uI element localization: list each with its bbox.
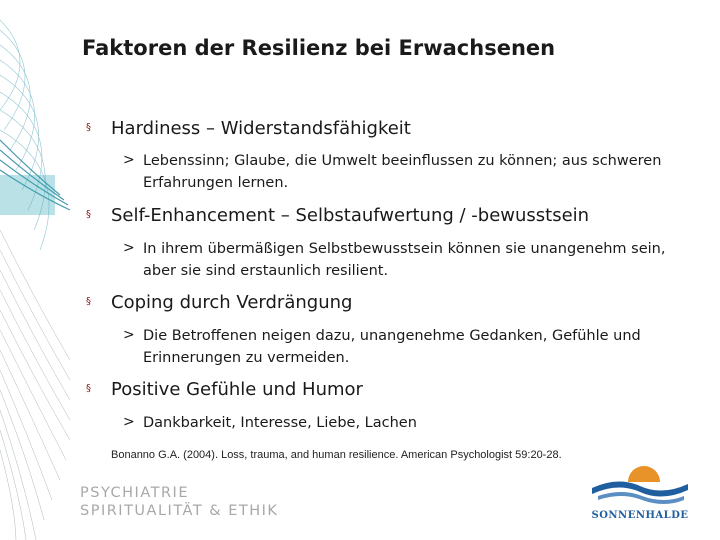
list-item-1-label: Hardiness – Widerstandsfähigkeit (111, 118, 411, 139)
list-item-1-detail: Lebenssinn; Glaube, die Umwelt beeinflussen zu können; aus schweren Erfahrungen lernen. (143, 153, 662, 191)
list-item-3-label: Coping durch Verdrängung (111, 292, 353, 313)
list-item-4-label: Positive Gefühle und Humor (111, 379, 363, 400)
bullet-icon: § (86, 383, 91, 394)
source-citation: Bonanno G.A. (2004). Loss, trauma, and human resilience. American Psychologist 59:20-28. (111, 449, 562, 461)
bullet-icon: § (86, 296, 91, 307)
footer-line-2: SPIRITUALITÄT & ETHIK (80, 503, 279, 519)
list-item-2-label: Self-Enhancement – Selbstaufwertung / -bewusstsein (111, 205, 590, 226)
slide-title: Faktoren der Resilienz bei Erwachsenen (82, 36, 556, 60)
logo-wordmark: SONNENHALDE (591, 510, 689, 521)
bullet-icon: § (86, 209, 91, 220)
list-item-2-detail: In ihrem übermäßigen Selbstbewusstsein können sie unangenehm sein, aber sie sind erstaunlich resilient. (143, 241, 666, 279)
list-item-4-detail: Dankbarkeit, Interesse, Liebe, Lachen (143, 415, 417, 431)
arrow-bullet-icon: > (123, 414, 135, 430)
footer-line-1: PSYCHIATRIE (80, 485, 189, 501)
footer-brand (80, 484, 278, 520)
sonnenhalde-logo (588, 462, 692, 524)
arrow-bullet-icon: > (123, 327, 135, 343)
list-item-3-detail: Die Betroffenen neigen dazu, unangenehme Gedanken, Gefühle und Erinnerungen zu vermeiden. (143, 328, 641, 366)
arrow-bullet-icon: > (123, 152, 135, 168)
bullet-icon: § (86, 122, 91, 133)
arrow-bullet-icon: > (123, 240, 135, 256)
decorative-wave-lines (0, 0, 70, 540)
